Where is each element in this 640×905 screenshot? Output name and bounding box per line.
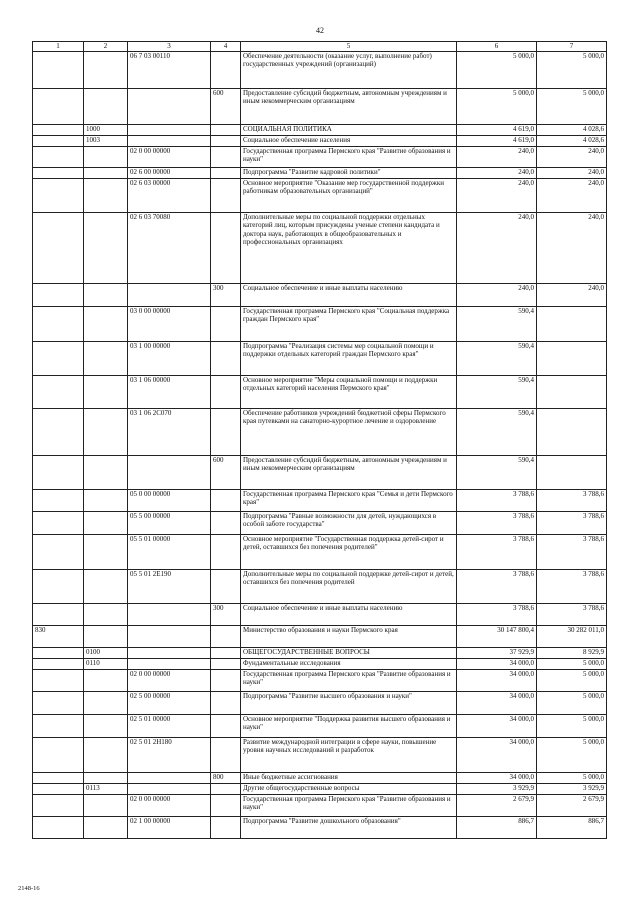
table-row [33, 376, 607, 409]
table-row [33, 490, 607, 512]
description-cell: Министерство образования и науки Пермского края [241, 626, 457, 648]
section-code-cell [84, 376, 128, 409]
expense-type-cell [211, 570, 241, 604]
target-article-cell: 03 1 06 00000 [128, 376, 211, 409]
expense-type-cell [211, 535, 241, 570]
amount-year1-cell: 590,4 [457, 409, 537, 456]
description-cell: Предоставление субсидий бюджетным, автономным учреждениям и иным некоммерческим организациям [241, 89, 457, 125]
section-code-cell [84, 342, 128, 376]
ministry-code-cell: 830 [33, 626, 84, 648]
target-article-cell [128, 136, 211, 147]
ministry-code-cell [33, 376, 84, 409]
amount-year2-cell: 4 028,6 [537, 125, 607, 136]
column-header-4: 4 [211, 42, 241, 52]
amount-year1-cell: 34 000,0 [457, 773, 537, 784]
description-cell: Социальное обеспечение и иные выплаты населению [241, 284, 457, 307]
section-code-cell: 1000 [84, 125, 128, 136]
target-article-cell: 02 0 00 00000 [128, 670, 211, 692]
target-article-cell: 05 5 01 2Е190 [128, 570, 211, 604]
column-header-row [33, 42, 607, 52]
target-article-cell: 02 5 00 00000 [128, 692, 211, 715]
section-code-cell [84, 52, 128, 89]
target-article-cell: 02 6 00 00000 [128, 168, 211, 179]
table-row [33, 715, 607, 738]
amount-year2-cell: 8 929,9 [537, 648, 607, 659]
section-code-cell [84, 456, 128, 490]
column-header-1: 1 [33, 42, 84, 52]
table-row [33, 773, 607, 784]
table-row [33, 784, 607, 795]
amount-year1-cell: 886,7 [457, 817, 537, 839]
target-article-cell: 05 5 00 00000 [128, 512, 211, 535]
ministry-code-cell [33, 817, 84, 839]
expense-type-cell [211, 147, 241, 168]
description-cell: Государственная программа Пермского края "Развитие образования и науки" [241, 795, 457, 817]
table-row [33, 125, 607, 136]
expense-type-cell: 300 [211, 604, 241, 626]
ministry-code-cell [33, 692, 84, 715]
amount-year1-cell: 34 000,0 [457, 738, 537, 773]
target-article-cell: 03 0 00 00000 [128, 307, 211, 342]
ministry-code-cell [33, 307, 84, 342]
target-article-cell [128, 456, 211, 490]
amount-year1-cell: 240,0 [457, 179, 537, 213]
expense-type-cell [211, 168, 241, 179]
expense-type-cell [211, 213, 241, 284]
amount-year2-cell [537, 376, 607, 409]
ministry-code-cell [33, 284, 84, 307]
description-cell: Подпрограмма "Равные возможности для детей, нуждающихся в особой заботе государства" [241, 512, 457, 535]
section-code-cell [84, 604, 128, 626]
section-code-cell: 0100 [84, 648, 128, 659]
description-cell: Обеспечение деятельности (оказание услуг, выполнение работ) государственных учреждений (организаций) [241, 52, 457, 89]
amount-year1-cell: 240,0 [457, 213, 537, 284]
target-article-cell: 02 1 00 00000 [128, 817, 211, 839]
amount-year1-cell: 3 788,6 [457, 512, 537, 535]
target-article-cell: 06 7 03 00110 [128, 52, 211, 89]
expense-type-cell [211, 659, 241, 670]
target-article-cell: 02 6 03 70080 [128, 213, 211, 284]
ministry-code-cell [33, 147, 84, 168]
amount-year1-cell: 34 000,0 [457, 692, 537, 715]
amount-year2-cell: 5 000,0 [537, 773, 607, 784]
description-cell: ОБЩЕГОСУДАРСТВЕННЫЕ ВОПРОСЫ [241, 648, 457, 659]
amount-year1-cell: 30 147 800,4 [457, 626, 537, 648]
description-cell: Основное мероприятие "Поддержка развития высшего образования и науки" [241, 715, 457, 738]
column-header-7: 7 [537, 42, 607, 52]
ministry-code-cell [33, 456, 84, 490]
section-code-cell [84, 670, 128, 692]
amount-year2-cell [537, 409, 607, 456]
table-row [33, 168, 607, 179]
column-header-3: 3 [128, 42, 211, 52]
section-code-cell [84, 213, 128, 284]
section-code-cell [84, 168, 128, 179]
ministry-code-cell [33, 179, 84, 213]
table-row [33, 659, 607, 670]
expense-type-cell [211, 490, 241, 512]
ministry-code-cell [33, 52, 84, 89]
amount-year2-cell: 3 788,6 [537, 604, 607, 626]
budget-table [32, 41, 607, 839]
expense-type-cell [211, 715, 241, 738]
table-row [33, 535, 607, 570]
amount-year2-cell: 3 929,9 [537, 784, 607, 795]
description-cell: Государственная программа Пермского края "Социальная поддержка граждан Пермского края" [241, 307, 457, 342]
description-cell: Иные бюджетные ассигнования [241, 773, 457, 784]
description-cell: Развитие международной интеграции в сфере науки, повышение уровня научных исследований и разработок [241, 738, 457, 773]
amount-year1-cell: 240,0 [457, 147, 537, 168]
amount-year1-cell: 34 000,0 [457, 715, 537, 738]
expense-type-cell [211, 409, 241, 456]
amount-year2-cell: 240,0 [537, 168, 607, 179]
table-row [33, 52, 607, 89]
section-code-cell [84, 715, 128, 738]
amount-year1-cell: 590,4 [457, 376, 537, 409]
amount-year1-cell: 240,0 [457, 168, 537, 179]
expense-type-cell: 600 [211, 89, 241, 125]
expense-type-cell [211, 342, 241, 376]
table-row [33, 456, 607, 490]
ministry-code-cell [33, 213, 84, 284]
amount-year2-cell: 5 000,0 [537, 670, 607, 692]
amount-year1-cell: 3 788,6 [457, 490, 537, 512]
target-article-cell: 02 0 00 00000 [128, 795, 211, 817]
ministry-code-cell [33, 125, 84, 136]
description-cell: Дополнительные меры по социальной поддержке детей-сирот и детей, оставшихся без попечения родителей [241, 570, 457, 604]
target-article-cell [128, 125, 211, 136]
ministry-code-cell [33, 715, 84, 738]
target-article-cell: 02 5 01 2Н180 [128, 738, 211, 773]
expense-type-cell [211, 512, 241, 535]
target-article-cell [128, 284, 211, 307]
amount-year1-cell: 590,4 [457, 456, 537, 490]
expense-type-cell: 600 [211, 456, 241, 490]
table-row [33, 136, 607, 147]
ministry-code-cell [33, 738, 84, 773]
section-code-cell: 0110 [84, 659, 128, 670]
description-cell: Предоставление субсидий бюджетным, автономным учреждениям и иным некоммерческим организациям [241, 456, 457, 490]
ministry-code-cell [33, 342, 84, 376]
ministry-code-cell [33, 490, 84, 512]
target-article-cell: 03 1 00 00000 [128, 342, 211, 376]
table-row [33, 179, 607, 213]
description-cell: Государственная программа Пермского края "Развитие образования и науки" [241, 147, 457, 168]
target-article-cell: 05 0 00 00000 [128, 490, 211, 512]
amount-year2-cell: 3 788,6 [537, 490, 607, 512]
amount-year2-cell: 30 282 011,0 [537, 626, 607, 648]
ministry-code-cell [33, 409, 84, 456]
amount-year1-cell: 34 000,0 [457, 670, 537, 692]
description-cell: СОЦИАЛЬНАЯ ПОЛИТИКА [241, 125, 457, 136]
table-row [33, 692, 607, 715]
table-row [33, 570, 607, 604]
expense-type-cell [211, 179, 241, 213]
description-cell: Социальное обеспечение и иные выплаты населению [241, 604, 457, 626]
amount-year2-cell [537, 342, 607, 376]
section-code-cell [84, 147, 128, 168]
expense-type-cell [211, 307, 241, 342]
table-row [33, 147, 607, 168]
amount-year2-cell: 240,0 [537, 179, 607, 213]
expense-type-cell: 800 [211, 773, 241, 784]
ministry-code-cell [33, 784, 84, 795]
column-header-2: 2 [84, 42, 128, 52]
column-header-5: 5 [241, 42, 457, 52]
section-code-cell [84, 307, 128, 342]
amount-year2-cell: 4 028,6 [537, 136, 607, 147]
expense-type-cell [211, 795, 241, 817]
amount-year2-cell: 5 000,0 [537, 52, 607, 89]
ministry-code-cell [33, 89, 84, 125]
amount-year1-cell: 3 929,9 [457, 784, 537, 795]
footer-doc-code: 2148-16 [18, 885, 40, 892]
table-row [33, 670, 607, 692]
expense-type-cell [211, 817, 241, 839]
amount-year2-cell: 3 788,6 [537, 570, 607, 604]
expense-type-cell [211, 692, 241, 715]
amount-year1-cell: 3 788,6 [457, 535, 537, 570]
target-article-cell [128, 773, 211, 784]
amount-year2-cell: 240,0 [537, 147, 607, 168]
amount-year1-cell: 590,4 [457, 307, 537, 342]
table-row [33, 795, 607, 817]
target-article-cell [128, 784, 211, 795]
amount-year2-cell: 5 000,0 [537, 738, 607, 773]
description-cell: Социальное обеспечение населения [241, 136, 457, 147]
section-code-cell [84, 490, 128, 512]
section-code-cell [84, 512, 128, 535]
description-cell: Фундаментальные исследования [241, 659, 457, 670]
amount-year1-cell: 3 788,6 [457, 604, 537, 626]
table-row [33, 512, 607, 535]
target-article-cell: 02 6 03 00000 [128, 179, 211, 213]
amount-year1-cell: 240,0 [457, 284, 537, 307]
ministry-code-cell [33, 659, 84, 670]
amount-year2-cell [537, 307, 607, 342]
section-code-cell [84, 692, 128, 715]
amount-year1-cell: 3 788,6 [457, 570, 537, 604]
expense-type-cell [211, 52, 241, 89]
amount-year1-cell: 2 679,9 [457, 795, 537, 817]
amount-year2-cell: 5 000,0 [537, 715, 607, 738]
description-cell: Другие общегосударственные вопросы [241, 784, 457, 795]
expense-type-cell [211, 738, 241, 773]
section-code-cell [84, 570, 128, 604]
target-article-cell [128, 604, 211, 626]
amount-year2-cell: 5 000,0 [537, 692, 607, 715]
expense-type-cell [211, 784, 241, 795]
target-article-cell [128, 648, 211, 659]
amount-year1-cell: 590,4 [457, 342, 537, 376]
description-cell: Подпрограмма "Реализация системы мер социальной помощи и поддержки отдельных категорий граждан Пермского края" [241, 342, 457, 376]
amount-year2-cell: 3 788,6 [537, 535, 607, 570]
ministry-code-cell [33, 773, 84, 784]
column-header-6: 6 [457, 42, 537, 52]
section-code-cell [84, 535, 128, 570]
target-article-cell [128, 626, 211, 648]
description-cell: Основное мероприятие "Государственная поддержка детей-сирот и детей, оставшихся без попечения родителей" [241, 535, 457, 570]
description-cell: Основное мероприятие "Оказание мер государственной поддержки работникам образовательных организаций" [241, 179, 457, 213]
table-row [33, 604, 607, 626]
ministry-code-cell [33, 535, 84, 570]
description-cell: Государственная программа Пермского края "Развитие образования и науки" [241, 670, 457, 692]
amount-year2-cell: 2 679,9 [537, 795, 607, 817]
expense-type-cell [211, 376, 241, 409]
amount-year1-cell: 37 929,9 [457, 648, 537, 659]
target-article-cell: 02 0 00 00000 [128, 147, 211, 168]
ministry-code-cell [33, 604, 84, 626]
amount-year1-cell: 4 619,0 [457, 136, 537, 147]
target-article-cell [128, 659, 211, 670]
section-code-cell [84, 738, 128, 773]
description-cell: Подпрограмма "Развитие высшего образования и науки" [241, 692, 457, 715]
amount-year2-cell [537, 456, 607, 490]
section-code-cell [84, 817, 128, 839]
amount-year2-cell: 5 000,0 [537, 89, 607, 125]
section-code-cell: 1003 [84, 136, 128, 147]
table-row [33, 342, 607, 376]
table-row [33, 648, 607, 659]
ministry-code-cell [33, 136, 84, 147]
expense-type-cell [211, 136, 241, 147]
section-code-cell [84, 773, 128, 784]
ministry-code-cell [33, 648, 84, 659]
ministry-code-cell [33, 570, 84, 604]
amount-year2-cell: 886,7 [537, 817, 607, 839]
expense-type-cell [211, 670, 241, 692]
section-code-cell: 0113 [84, 784, 128, 795]
section-code-cell [84, 89, 128, 125]
table-row [33, 284, 607, 307]
table-row [33, 89, 607, 125]
description-cell: Государственная программа Пермского края "Семья и дети Пермского края" [241, 490, 457, 512]
section-code-cell [84, 179, 128, 213]
target-article-cell [128, 89, 211, 125]
description-cell: Подпрограмма "Развитие дошкольного образования" [241, 817, 457, 839]
ministry-code-cell [33, 168, 84, 179]
table-row [33, 626, 607, 648]
target-article-cell: 05 5 01 00000 [128, 535, 211, 570]
description-cell: Дополнительные меры по социальной поддержки отдельных категорий лиц, которым присуждены ученые степени кандидата и доктора наук, работающих в общеобразовательных и профессиональных организациях [241, 213, 457, 284]
section-code-cell [84, 626, 128, 648]
amount-year1-cell: 4 619,0 [457, 125, 537, 136]
description-cell: Обеспечение работников учреждений бюджетной сферы Пермского края путевками на санаторно-курортное лечение и оздоровление [241, 409, 457, 456]
target-article-cell: 03 1 06 2С070 [128, 409, 211, 456]
description-cell: Основное мероприятие "Меры социальной помощи и поддержки отдельных категорий населения Пермского края" [241, 376, 457, 409]
section-code-cell [84, 409, 128, 456]
expense-type-cell: 300 [211, 284, 241, 307]
amount-year2-cell: 240,0 [537, 284, 607, 307]
ministry-code-cell [33, 512, 84, 535]
expense-type-cell [211, 648, 241, 659]
expense-type-cell [211, 626, 241, 648]
table-row [33, 213, 607, 284]
amount-year2-cell: 3 788,6 [537, 512, 607, 535]
table-row [33, 307, 607, 342]
amount-year2-cell: 5 000,0 [537, 659, 607, 670]
expense-type-cell [211, 125, 241, 136]
table-row [33, 409, 607, 456]
target-article-cell: 02 5 01 00000 [128, 715, 211, 738]
table-row [33, 817, 607, 839]
section-code-cell [84, 795, 128, 817]
section-code-cell [84, 284, 128, 307]
ministry-code-cell [33, 670, 84, 692]
page-number: 42 [316, 26, 324, 35]
table-row [33, 738, 607, 773]
amount-year1-cell: 34 000,0 [457, 659, 537, 670]
amount-year2-cell: 240,0 [537, 213, 607, 284]
amount-year1-cell: 5 000,0 [457, 89, 537, 125]
ministry-code-cell [33, 795, 84, 817]
description-cell: Подпрограмма "Развитие кадровой политики" [241, 168, 457, 179]
amount-year1-cell: 5 000,0 [457, 52, 537, 89]
